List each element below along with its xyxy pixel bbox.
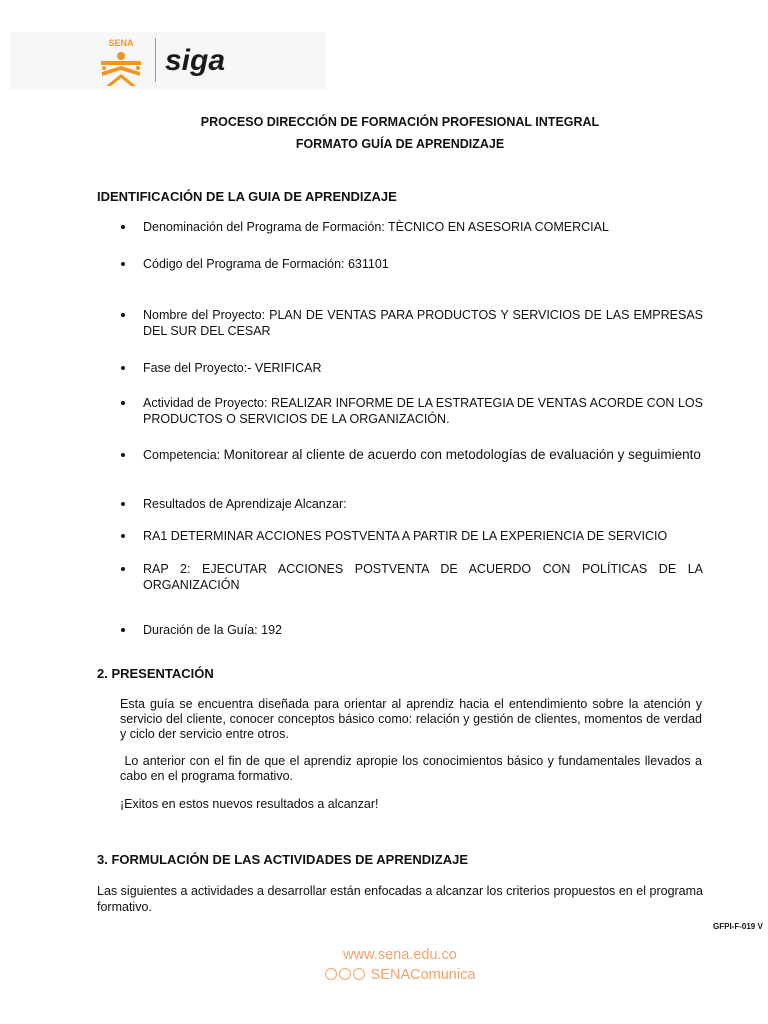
formulation-heading: 3. FORMULACIÓN DE LAS ACTIVIDADES DE APRENDIZAJE <box>97 852 469 867</box>
competence-label: Competencia: <box>143 448 221 462</box>
bullet-learning-results: Resultados de Aprendizaje Alcanzar: <box>143 496 703 512</box>
document-title-process: PROCESO DIRECCIÓN DE FORMACIÓN PROFESIONAL INTEGRAL <box>200 115 600 129</box>
footer-website-link[interactable]: www.sena.edu.co <box>343 947 457 963</box>
svg-text:siga: siga <box>165 44 226 77</box>
bullet-competence <box>143 447 703 463</box>
bullet-program-name: Denominación del Programa de Formación: TÈCNICO EN ASESORIA COMERCIAL <box>143 219 703 235</box>
social-handle: SENAComunica <box>370 967 476 983</box>
formulation-paragraph: Las siguientes a actividades a desarrollar están enfocadas a alcanzar los criterios propuestos en el programa formativo. <box>97 884 703 914</box>
logo-divider <box>155 38 156 82</box>
bullet-project-phase: Fase del Proyecto:- VERIFICAR <box>143 360 703 376</box>
youtube-icon[interactable] <box>325 968 337 980</box>
presentation-paragraph-2: Lo anterior con el fin de que el aprendiz apropie los conocimientos básico y fundamentales llevados a cabo en el programa formativo. <box>120 754 706 783</box>
bullet-project-name: Nombre del Proyecto: PLAN DE VENTAS PARA PRODUCTOS Y SERVICIOS DE LAS EMPRESAS DEL SUR DEL CESAR <box>143 308 703 338</box>
form-code: GFPI-F-019 V <box>713 922 763 931</box>
presentation-paragraph-1: Esta guía se encuentra diseñada para orientar al aprendiz hacia el entendimiento sobre la atención y servicio del cliente, conocer conceptos básico como: relación y gestión de clientes, momentos de verdad y ciclo der servicio entre otros. <box>120 697 702 741</box>
bullet-guide-duration: Duración de la Guía: 192 <box>143 622 703 638</box>
bullet-ra1: RA1 DETERMINAR ACCIONES POSTVENTA A PARTIR DE LA EXPERIENCIA DE SERVICIO <box>143 528 703 544</box>
sena-logo-icon <box>96 36 146 88</box>
identification-heading: IDENTIFICACIÓN DE LA GUIA DE APRENDIZAJE <box>97 189 397 204</box>
svg-text:SENA: SENA <box>108 38 134 48</box>
bullet-program-code: Código del Programa de Formación: 631101 <box>143 256 703 272</box>
facebook-icon[interactable] <box>353 968 365 980</box>
bullet-rap2: RAP 2: EJECUTAR ACCIONES POSTVENTA DE ACUERDO CON POLÍTICAS DE LA ORGANIZACIÓN <box>143 562 703 592</box>
instagram-icon[interactable] <box>339 968 351 980</box>
presentation-heading: 2. PRESENTACIÓN <box>97 666 214 681</box>
bullet-project-activity: Actividad de Proyecto: REALIZAR INFORME DE LA ESTRATEGIA DE VENTAS ACORDE CON LOS PRODUCTOS O SERVICIOS DE LA ORGANIZACIÓN. <box>143 396 703 426</box>
competence-value: Monitorear al cliente de acuerdo con metodologías de evaluación y seguimiento <box>223 447 701 462</box>
footer-social <box>0 967 768 983</box>
document-title-format: FORMATO GUÍA DE APRENDIZAJE <box>295 137 505 151</box>
siga-logo <box>165 40 245 82</box>
presentation-paragraph-3: ¡Exitos en estos nuevos resultados a alcanzar! <box>120 797 379 811</box>
